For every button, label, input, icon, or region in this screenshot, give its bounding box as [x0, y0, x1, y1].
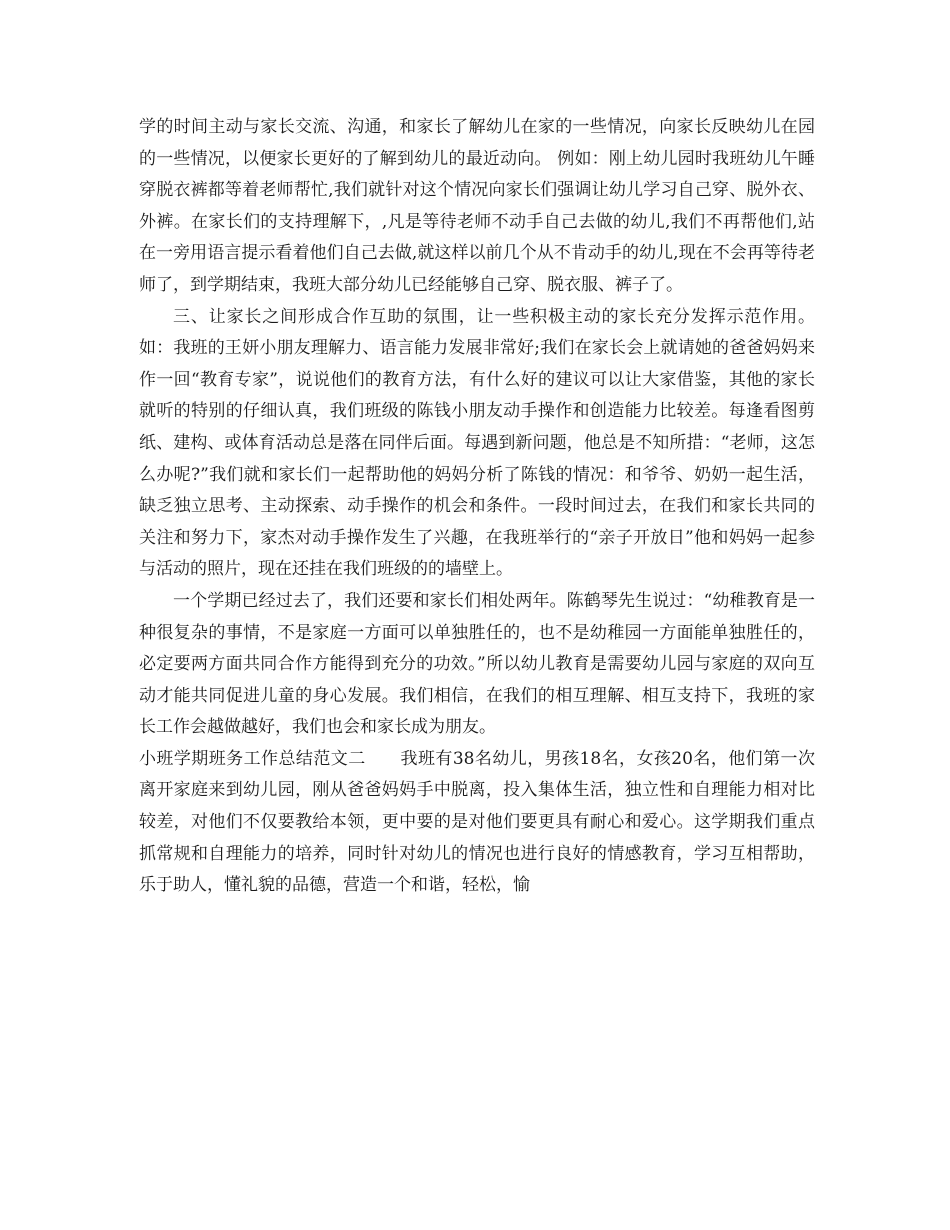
- paragraph-3: 一个学期已经过去了，我们还要和家长们相处两年。陈鹤琴先生说过：“幼稚教育是一种很复杂的事情，不是家庭一方面可以单独胜任的，也不是幼稚园一方面能单独胜任的，必定要两方面共同合作方能得到充分的功效。”所以幼儿教育是需要幼儿园与家庭的双向互动才能共同促进儿童的身心发展。我们相信，在我们的相互理解、相互支持下，我班的家长工作会越做越好，我们也会和家长成为朋友。: [139, 590, 815, 738]
- paragraph-2: 三、让家长之间形成合作互助的氛围，让一些积极主动的家长充分发挥示范作用。 如：我班的王妍小朋友理解力、语言能力发展非常好;我们在家长会上就请她的爸爸妈妈来作一回“教育专家”，说说他们的教育方法，有什么好的建议可以让大家借鉴，其他的家长就听的特别的仔细认真，我们班级的陈钱小朋友动手操作和创造能力比较差。每逢看图剪纸、建构、或体育活动总是落在同伴后面。每遇到新问题，他总是不知所措：“老师，这怎么办呢?”我们就和家长们一起帮助他的妈妈分析了陈钱的情况：和爷爷、奶奶一起生活，缺乏独立思考、主动探索、动手操作的机会和条件。一段时间过去，在我们和家长共同的关注和努力下，家杰对动手操作发生了兴趣，在我班举行的“亲子开放日”他和妈妈一起参与活动的照片，现在还挂在我们班级的的墙壁上。: [139, 306, 815, 580]
- document-body: [139, 112, 815, 902]
- paragraph-1: 学的时间主动与家长交流、沟通，和家长了解幼儿在家的一些情况，向家长反映幼儿在园的一些情况，以便家长更好的了解到幼儿的最近动向。 例如：刚上幼儿园时我班幼儿午睡穿脱衣裤都等着老师帮忙,我们就针对这个情况向家长们强调让幼儿学习自己穿、脱外衣、外裤。在家长们的支持理解下，,凡是等待老师不动手自己去做的幼儿,我们不再帮他们,站在一旁用语言提示看着他们自己去做,就这样以前几个从不肯动手的幼儿,现在不会再等待老师了，到学期结束，我班大部分幼儿已经能够自己穿、脱衣服、裤子了。: [139, 117, 815, 295]
- paragraph-4: 小班学期班务工作总结范文二 我班有38名幼儿，男孩18名，女孩20名，他们第一次离开家庭来到幼儿园，刚从爸爸妈妈手中脱离，投入集体生活，独立性和自理能力相对比较差，对他们不仅要教给本领，更中要的是对他们要更具有耐心和爱心。这学期我们重点抓常规和自理能力的培养，同时针对幼儿的情况也进行良好的情感教育，学习互相帮助，乐于助人，懂礼貌的品德，营造一个和谐，轻松，愉: [139, 748, 815, 896]
